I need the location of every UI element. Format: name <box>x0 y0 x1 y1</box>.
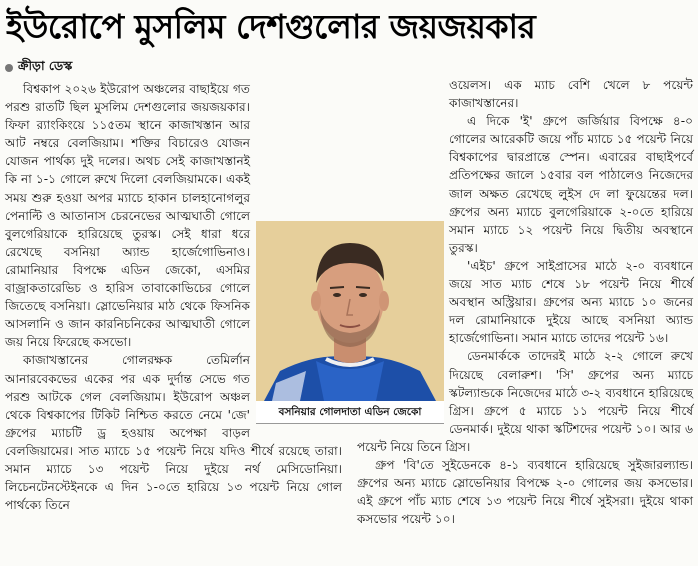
paragraph: ওয়েলস। এক ম্যাচ বেশি খেলে ৮ পয়েন্ট কাজাখস্তানের। <box>449 78 693 111</box>
paragraph: গ্রুপ 'বি'তে সুইডেনকে ৪-১ ব্যবধানে হারিয়েছে সুইজারল্যান্ড। গ্রুপের অন্য ম্যাচে স্লোভেনিয়ার বিপক্ষে ২-০ গোলের জয় কসভোর। এই গ্রুপে পাঁচ ম্যাচ শেষে ১৩ পয়েন্ট নিয়ে শীর্ষে সুইসরা। দুইয়ে থাকা কসভোর পয়েন্ট ১০। <box>357 457 693 527</box>
paragraph: বিশ্বকাপ ২০২৬ ইউরোপ অঞ্চলের বাছাইয়ে গত পরশু রাতটি ছিল মুসলিম দেশগুলোর জয়জয়কার। ফিফা র‍্যাংকিংয়ে ১১৫তম স্থানে কাজাখস্তান আর আট নম্বরে বেলজিয়াম। শক্তির বিচারেও যোজন যোজন পার্থক্য দুই দলের। অথচ সেই কাজাখস্তানই কি না ১-১ গোলে রুখে দিলো বেলজিয়ামকে। একই সময় শুরু হওয়া অপর ম্যাচে হাকান চালহানোগলুর পেনাল্টি ও আতানাস চেরনেভের আত্মঘাতী গোলে বুলগেরিয়াকে হারিয়েছে তুরস্ক। সেই ধারা ধরে রেখেছে বসনিয়া অ্যান্ড হার্জেগোভিনাও। রোমানিয়ার বিপক্ষে এডিন জেকো, এসমির বাজ্রাকতারেভিচ ও হারিস তাবাকোভিচের গোলে জিতেছে বসনিয়া। স্লোভেনিয়ার মাঠ থেকে ফিসনিক আসলানি ও জান কারনিচনিকের আত্মঘাতী গোলে জয় নিয়ে ফিরেছে কসভো। <box>5 82 250 350</box>
paragraph: কাজাখস্তানের গোলরক্ষক তেমির্লান আনারবেকভের একের পর এক দুর্দান্ত সেভে গত পরশু আটকে গেল বেলজিয়াম। ইউরোপ অঞ্চল থেকে বিশ্বকাপের টিকিট নিশ্চিত করতে নেমে 'জে' গ্রুপের ম্যাচটি ড্র হওয়ায় অপেক্ষা বাড়ল বেলজিয়ামের। সাত ম্যাচে ১৫ পয়েন্ট নিয়ে যদিও শীর্ষে রয়েছে তারা। সমান ম্যাচে ১৩ পয়েন্ট নিয়ে দুইয়ে নর্থ মেসিডোনিয়া। লিচেনটেনস্টেইনকে এ দিন ১-০তে হারিয়ে ১৩ পয়েন্ট নিয়ে গোল পার্থক্যে তিনে <box>5 353 342 513</box>
byline <box>5 58 72 78</box>
headline: ইউরোপে মুসলিম দেশগুলোর জয়জয়কার <box>6 7 536 46</box>
player-portrait-image <box>256 221 444 401</box>
byline-text: ক্রীড়া ডেস্ক <box>18 58 73 73</box>
paragraph: এ দিকে 'ই' গ্রুপে জর্জিয়ার বিপক্ষে ৪-০ গোলের আরেকটি জয়ে পাঁচ ম্যাচে ১৫ পয়েন্ট নিয়ে বিশ্বকাপের দ্বারপ্রান্তে স্পেন। এবারের বাছাইপর্বে প্রতিপক্ষের জালে ১৫বার বল পাঠালেও নিজেদের জাল অক্ষত রেখেছে লুইস দে লা ফুয়েন্তের দল। গ্রুপের অন্য ম্যাচে বুলগেরিয়াকে ২-০তে হারিয়ে সমান ম্যাচে ১২ পয়েন্ট নিয়ে দ্বিতীয় অবস্থানে তুরস্ক। <box>449 114 693 255</box>
photo-caption: বসনিয়ার গোলদাতা এডিন জেকো <box>256 401 444 424</box>
bullet-icon <box>5 64 13 72</box>
player-photo <box>256 221 444 401</box>
paragraph: 'এইচ' গ্রুপে সাইপ্রাসের মাঠে ২-০ ব্যবধানে জয়ে সাত ম্যাচ শেষে ১৮ পয়েন্ট নিয়ে শীর্ষে অবস্থান অস্ট্রিয়ার। গ্রুপের অন্য ম্যাচে ১০ জনের দল রোমানিয়াকে দুইয়ে আছে বসনিয়া অ্যান্ড হার্জেগোভিনা। সমান ম্যাচে তাদের পয়েন্ট ১৬। <box>449 258 693 346</box>
paragraph: ডেনমার্ককে তাদেরই মাঠে ২-২ গোলে রুখে দিয়েছে বেলারুশ। 'সি' গ্রুপের অন্য ম্যাচে স্কটল্যান্ডকে নিজেদের মাঠে ৩-২ ব্যবধানে হারিয়েছে গ্রিস। গ্রুপে ৫ ম্যাচে ১১ পয়েন্ট নিয়ে শীর্ষে ডেনমার্ক। দুইয়ে থাকা স্কটিশদের পয়েন্ট ১০। আর ৬ পয়েন্ট নিয়ে তিনে গ্রিস। <box>357 349 693 454</box>
